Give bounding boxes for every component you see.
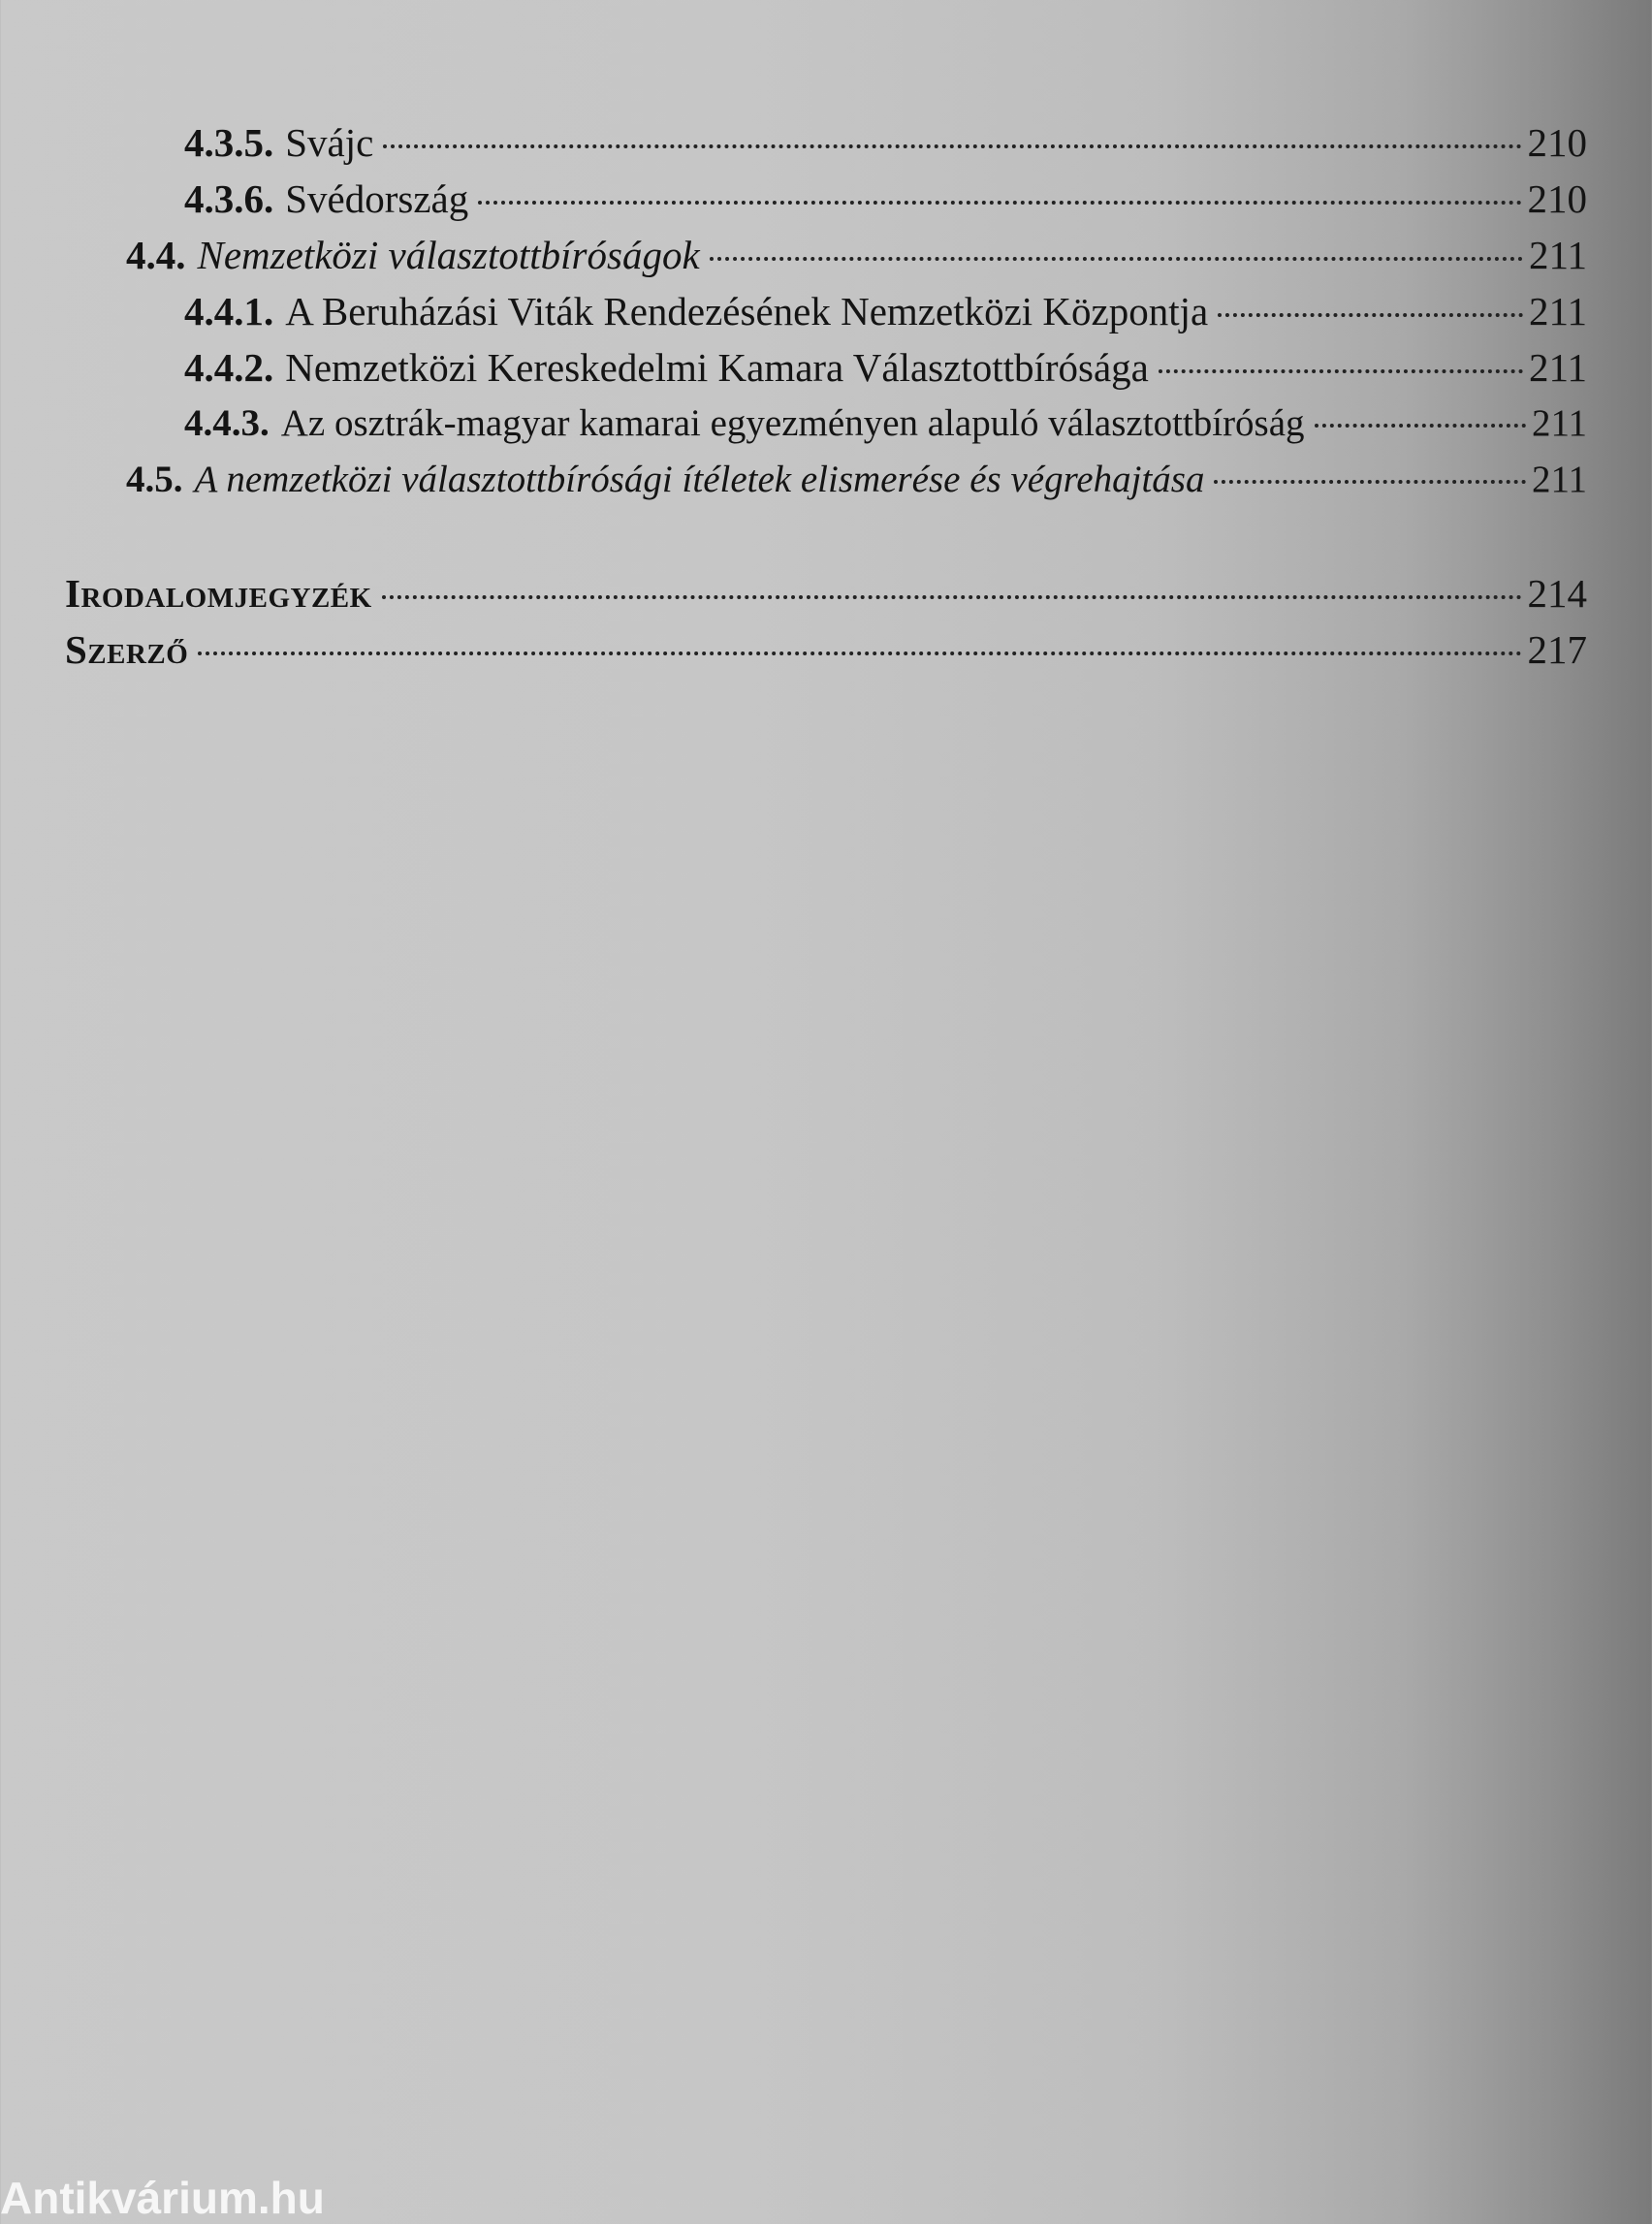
toc-entry-4-4: [126, 227, 1587, 283]
toc-entry-number: 4.4.1.: [184, 289, 274, 334]
dot-leader: [1214, 480, 1525, 484]
toc-entry-page: 211: [1531, 402, 1587, 444]
toc-entry-4-3-6: [184, 171, 1587, 227]
toc-entry-number: 4.4.2.: [184, 345, 274, 390]
toc-entry-title: Nemzetközi Kereskedelmi Kamara Választottbírósága: [285, 345, 1149, 390]
toc-entry-page: 210: [1527, 120, 1587, 165]
watermark: Antikvárium.hu: [0, 2173, 325, 2223]
toc-entry-title: Nemzetközi választottbíróságok: [197, 233, 700, 277]
toc-entry-number: 4.4.: [126, 233, 186, 277]
toc-entry-page: 211: [1531, 459, 1587, 500]
toc-entry-page: 211: [1529, 289, 1587, 334]
toc-entry-author: [65, 621, 1587, 678]
toc-entry-title: A Beruházási Viták Rendezésének Nemzetközi Központja: [285, 289, 1209, 334]
toc-entry-title: Az osztrák-magyar kamarai egyezményen alapuló választottbíróság: [280, 402, 1305, 444]
toc-entry-4-3-5: [184, 114, 1587, 171]
toc-entry-number: 4.3.5.: [184, 120, 274, 165]
toc-entry-bibliography: [65, 565, 1587, 621]
toc-entry-title: Szerző: [65, 627, 189, 672]
toc-entry-page: 214: [1527, 571, 1587, 616]
toc-entry-title: Irodalomjegyzék: [65, 571, 372, 616]
toc-entry-page: 217: [1527, 627, 1587, 672]
toc-entry-title: A nemzetközi választottbírósági ítéletek elismerése és végrehajtása: [194, 459, 1205, 500]
toc-entry-page: 211: [1529, 233, 1587, 277]
dot-leader: [1315, 424, 1526, 428]
toc-entry-number: 4.3.6.: [184, 176, 274, 221]
toc-entry-page: 211: [1529, 345, 1587, 390]
toc-entry-number: 4.5.: [126, 459, 183, 500]
toc-entry-4-4-2: [184, 339, 1587, 396]
dot-leader: [1159, 369, 1523, 373]
toc-entry-4-4-3: [184, 396, 1587, 452]
dot-leader: [1218, 313, 1523, 317]
dot-leader: [383, 144, 1521, 148]
dot-leader: [198, 651, 1521, 655]
toc-entry-number: 4.4.3.: [184, 402, 270, 444]
toc-entry-4-4-1: [184, 283, 1587, 339]
toc-entry-page: 210: [1527, 176, 1587, 221]
toc-entry-title: Svájc: [285, 120, 374, 165]
dot-leader: [382, 595, 1522, 599]
dot-leader: [710, 257, 1523, 261]
dot-leader: [478, 201, 1521, 205]
toc-entry-title: Svédország: [285, 176, 469, 221]
toc-entry-4-5: [126, 452, 1587, 508]
